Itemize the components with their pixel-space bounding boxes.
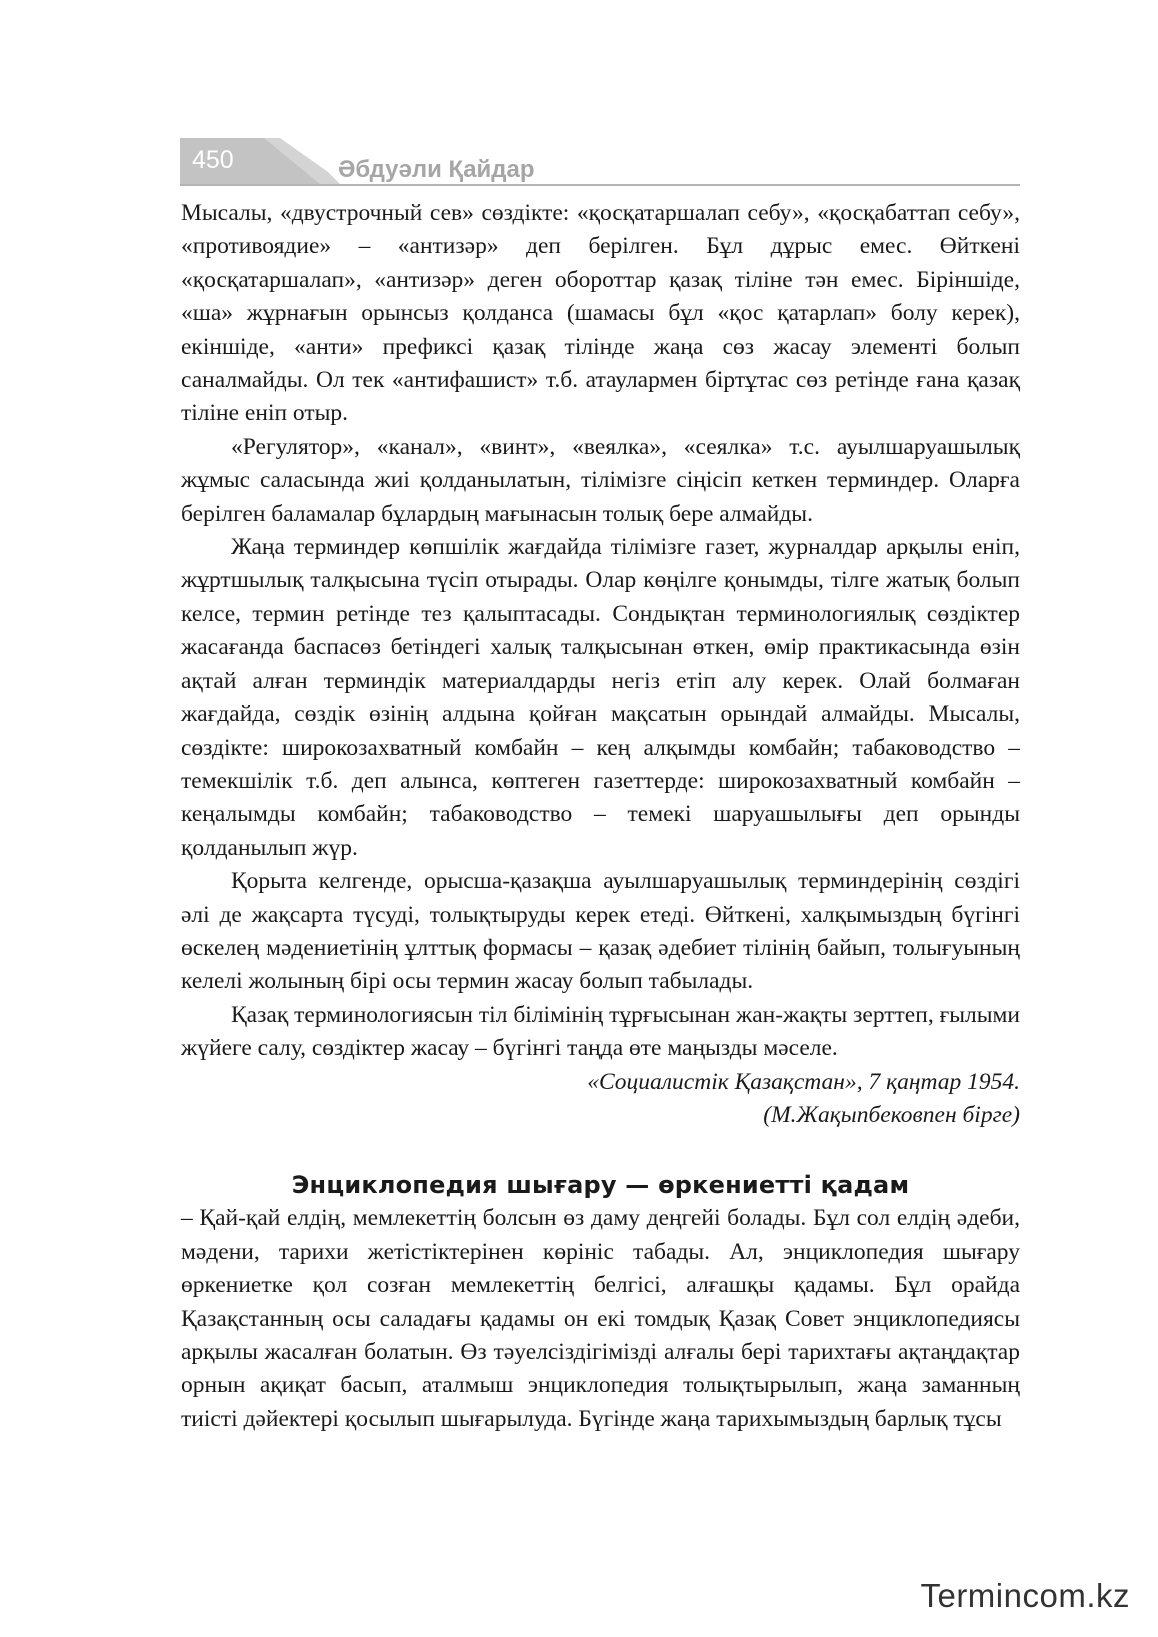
co-author-note: (М.Жақыпбековпен бірге): [763, 1101, 1020, 1128]
paragraph-3: Жаңа терминдер көпшілік жағдайда тілімізге газет, журналдар арқылы еніп, жұртшылық талқысына түсіп отырады. Олар көңілге қонымды, тілге жатық болып келсе, термин ретінде тез қалыптасады. Сондықтан терминологиялық сөздіктер жасағанда баспасөз бетіндегі халық талқысынан өткен, өмір практикасында өзін ақтай алған терминдік материалдарды негіз етіп алу керек. Олай болмаған жағдайда, сөздік өзінің алдына қойған мақсатын орындай алмайды. Мысалы, сөздікте: широкозахватный комбайн – кең алқымды комбайн; табаководство – темекшілік т.б. деп алынса, көптеген газеттерде: широкозахватный комбайн – кеңалымды комбайн; табаководство – темекі шаруашылығы деп орынды қолданылып жүр.: [181, 534, 1020, 861]
page-number: 450: [192, 146, 234, 174]
page-header: [180, 138, 1020, 186]
watermark-logo: Termincom.kz: [920, 1577, 1130, 1614]
page-body: [181, 197, 1020, 1436]
section-title: Энциклопедия шығару — өркениетті қадам: [291, 1171, 910, 1200]
running-head: Әбдуәли Қайдар: [338, 156, 535, 183]
paragraph-6: – Қай-қай елдің, мемлекеттің болсын өз даму деңгейі болады. Бұл сол елдің әдеби, мәдени, тарихи жетістіктерінен көрініс табады. Ал, энциклопедия шығару өркениетке қол созған мемлекеттің белгісі, алғашқы қадамы. Бұл орайда Қазақстанның осы саладағы қадамы он екі томдық Қазақ Совет энциклопедиясы арқылы жасалған болатын. Өз тәуелсіздігімізді алғалы бері тарихтағы ақтаңдақтар орнын ақиқат басып, аталмыш энциклопедия толықтырылып, жаңа заманның тиісті дәйектері қосылып шығарылуда. Бүгінде жаңа тарихымыздың барлық тұсы: [181, 1205, 1020, 1432]
paragraph-5: Қазақ терминологиясын тіл білімінің тұрғысынан жан-жақты зерттеп, ғылыми жүйеге салу, сөздіктер жасау – бүгінгі таңда өте маңызды мәселе.: [181, 1001, 1020, 1062]
paragraph-2: «Регулятор», «канал», «винт», «веялка», «сеялка» т.с. ауылшаруашылық жұмыс саласында жиі қолданылатын, тілімізге сіңісіп кеткен терминдер. Оларға берілген баламалар бұлардың мағынасын толық бере алмайды.: [181, 433, 1020, 527]
header-rule: [180, 184, 1020, 186]
paragraph-4: Қорыта келгенде, орысша-қазақша ауылшаруашылық терминдерінің сөздігі әлі де жақсарта түсуді, толықтыруды керек етеді. Өйткені, халқымыздың бүгінгі өскелең мәдениетінің ұлттық формасы – қазақ әдебиет тілінің байып, толығуының келелі жолының бірі осы термин жасау болып табылады.: [181, 868, 1020, 995]
paragraph-1: Мысалы, «двустрочный сев» сөздікте: «қосқатаршалап себу», «қосқабаттап себу», «противоядие» – «антизәр» деп берілген. Бұл дұрыс емес. Өйткені «қосқатаршалап», «антизәр» деген обороттар қазақ тіліне тән емес. Біріншіде, «ша» жұрнағын орынсыз қолданса (шамасы бұл «қос қатарлап» болу керек), екіншіде, «анти» префиксі қазақ тілінде жаңа сөз жасау элементі болып саналмайды. Ол тек «антифашист» т.б. атаулармен біртұтас сөз ретінде ғана қазақ тіліне еніп отыр.: [181, 200, 1020, 427]
source-citation: «Социалистік Қазақстан», 7 қаңтар 1954.: [587, 1068, 1020, 1095]
